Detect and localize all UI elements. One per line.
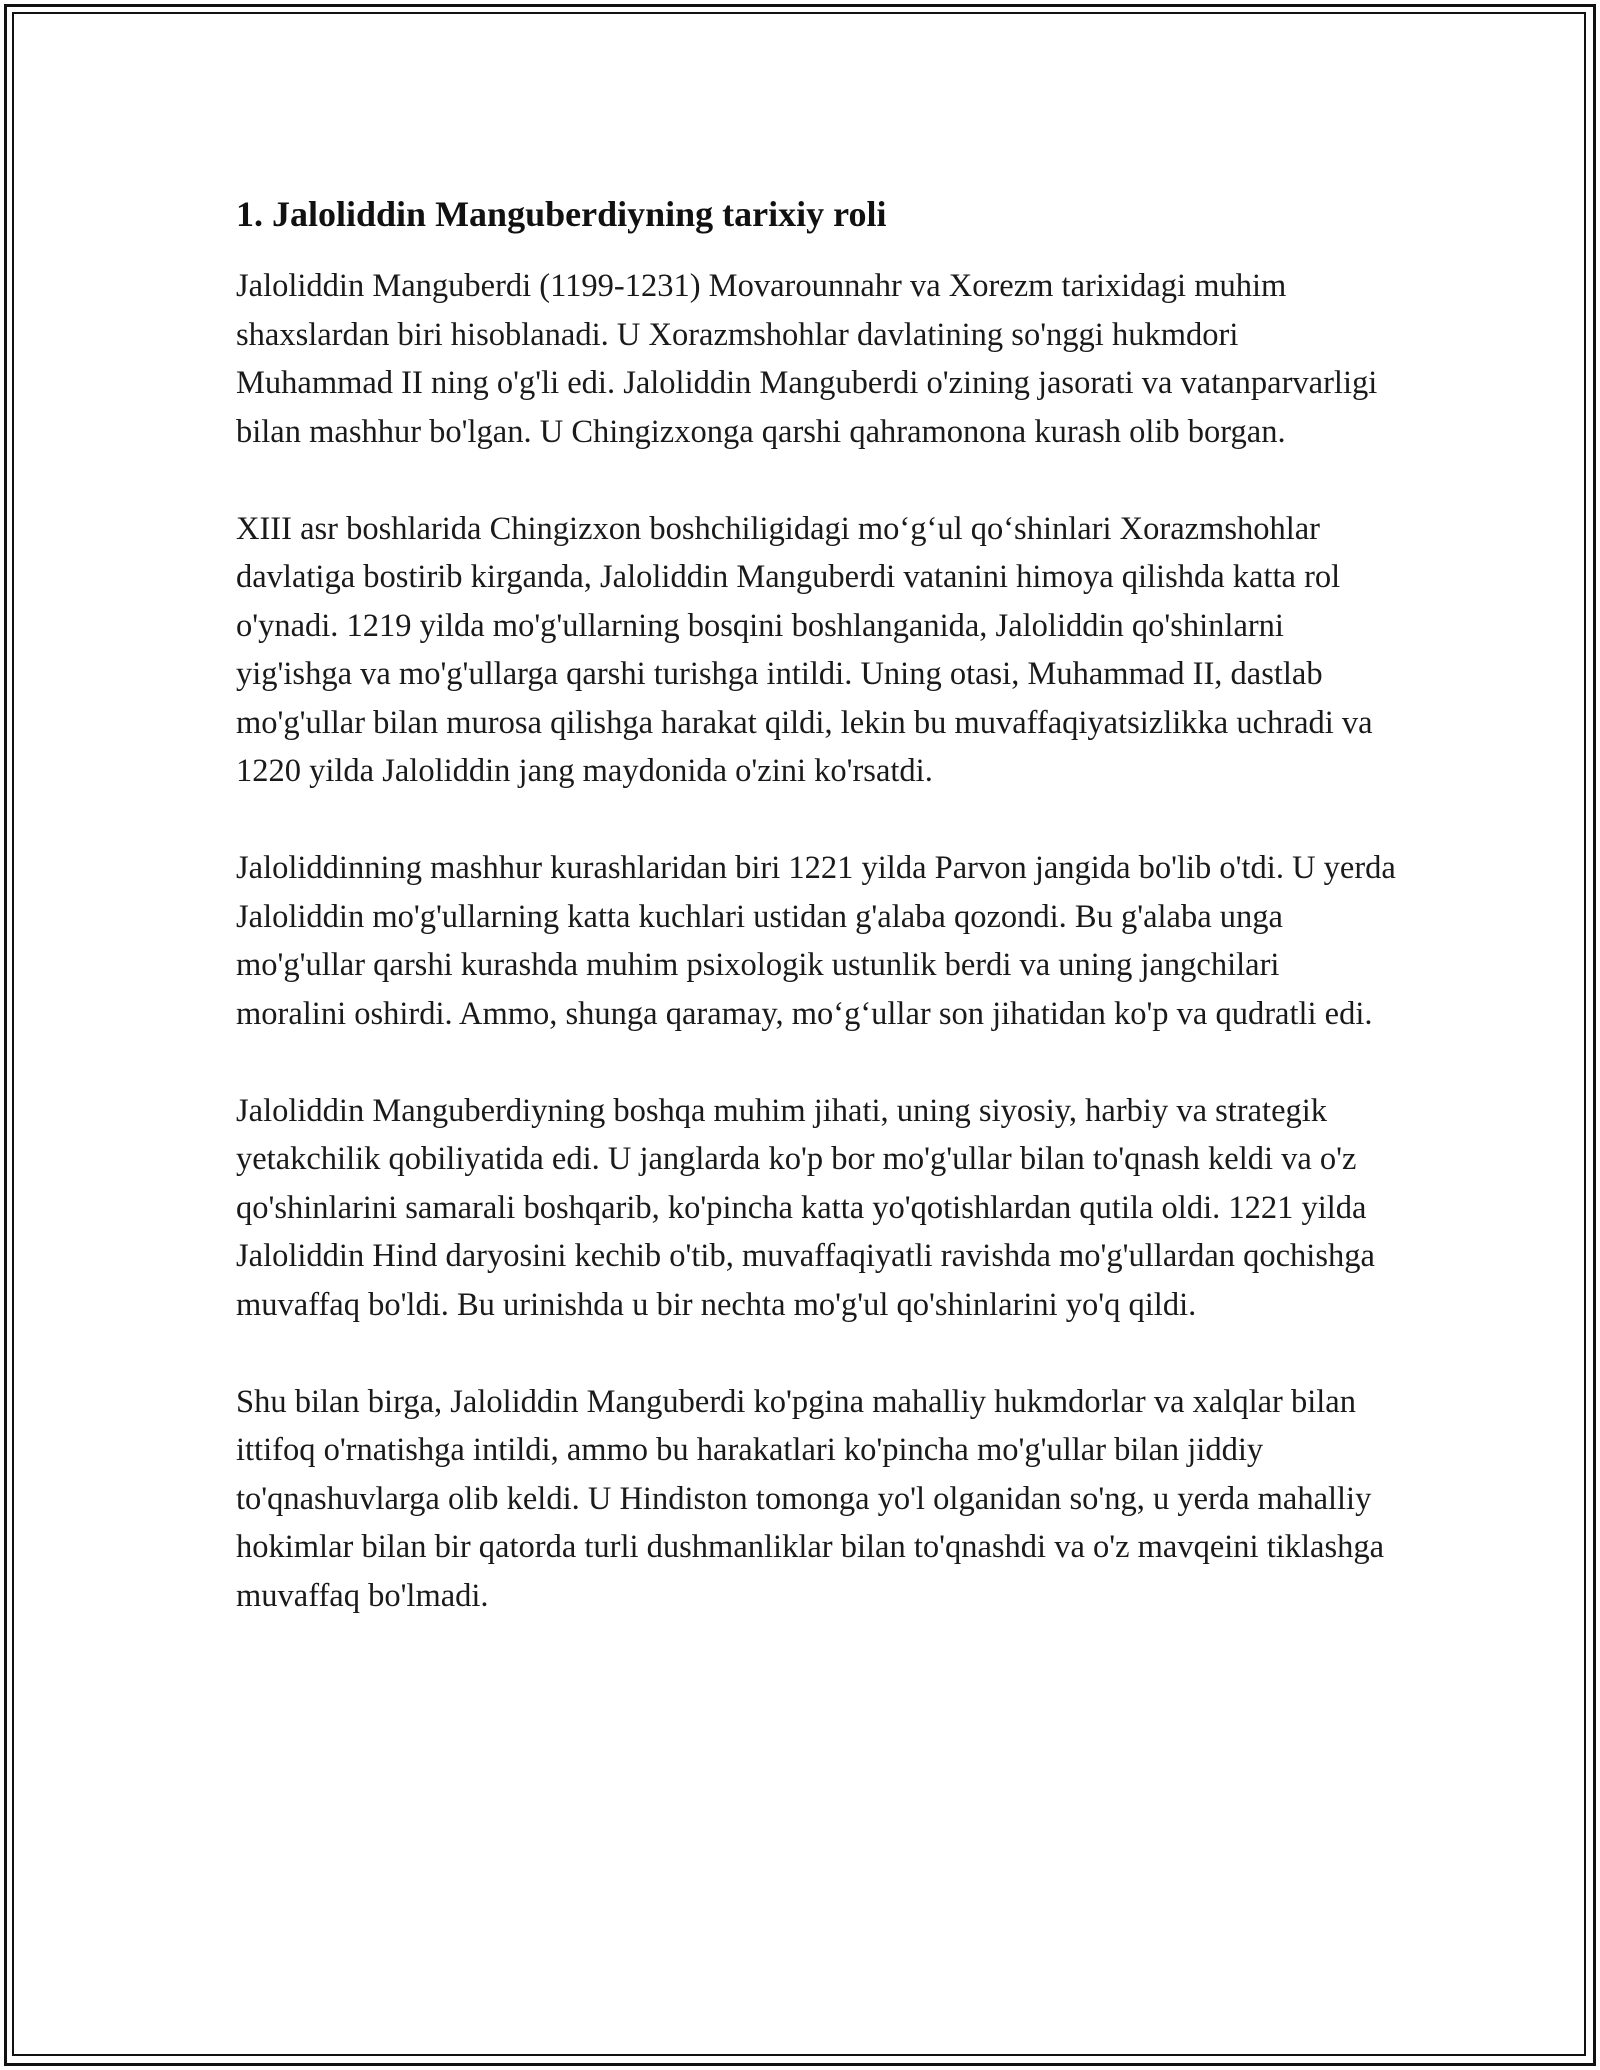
section-heading: 1. Jaloliddin Manguberdiyning tarixiy roli xyxy=(236,194,887,234)
paragraph: Jaloliddin Manguberdiyning boshqa muhim jihati, uning siyosiy, harbiy va strategik yetakchilik qobiliyatida edi. U janglarda ko'p bor mo'g'ullar bilan to'qnash keldi va o'z qo'shinlarini samarali boshqarib, ko'pincha katta yo'qotishlardan qutila oldi. 1221 yilda Jaloliddin Hind daryosini kechib o'tib, muvaffaqiyatli ravishda mo'g'ullardan qochishga muvaffaq bo'ldi. Bu urinishda u bir nechta mo'g'ul qo'shinlarini yo'q qildi. xyxy=(236,1092,1375,1323)
paragraph: Jaloliddin Manguberdi (1199-1231) Movarounnahr va Xorezm tarixidagi muhim shaxslardan biri hisoblanadi. U Xorazmshohlar davlatining so'nggi hukmdori Muhammad II ning o'g'li edi. Jaloliddin Manguberdi o'zining jasorati va vatanparvarligi bilan mashhur bo'lgan. U Chingizxonga qarshi qahramonona kurash olib borgan. xyxy=(236,268,1378,450)
paragraph: Jaloliddinning mashhur kurashlaridan biri 1221 yilda Parvon jangida bo'lib o'tdi. U yerda Jaloliddin mo'g'ullarning katta kuchlari ustidan g'alaba qozondi. Bu g'alaba unga mo'g'ullar qarshi kurashda muhim psixologik ustunlik berdi va uning jangchilari moralini oshirdi. Ammo, shunga qaramay, mo‘g‘ullar son jihatidan ko'p va qudratli edi. xyxy=(236,850,1396,1032)
paragraph: XIII asr boshlarida Chingizxon boshchiligidagi mo‘g‘ul qo‘shinlari Xorazmshohlar davlatiga bostirib kirganda, Jaloliddin Manguberdi vatanini himoya qilishda katta rol o'ynadi. 1219 yilda mo'g'ullarning bosqini boshlanganida, Jaloliddin qo'shinlarni yig'ishga va mo'g'ullarga qarshi turishga intildi. Uning otasi, Muhammad II, dastlab mo'g'ullar bilan murosa qilishga harakat qildi, lekin bu muvaffaqiyatsizlikka uchradi va 1220 yilda Jaloliddin jang maydonida o'zini ko'rsatdi. xyxy=(236,510,1373,789)
paragraph: Shu bilan birga, Jaloliddin Manguberdi ko'pgina mahalliy hukmdorlar va xalqlar bilan ittifoq o'rnatishga intildi, ammo bu harakatlari ko'pincha mo'g'ullar bilan jiddiy to'qnashuvlarga olib keldi. U Hindiston tomonga yo'l olganidan so'ng, u yerda mahalliy hokimlar bilan bir qatorda turli dushmanliklar bilan to'qnashdi va o'z mavqeini tiklashga muvaffaq bo'lmadi. xyxy=(236,1383,1385,1614)
document-body xyxy=(236,186,1396,1669)
